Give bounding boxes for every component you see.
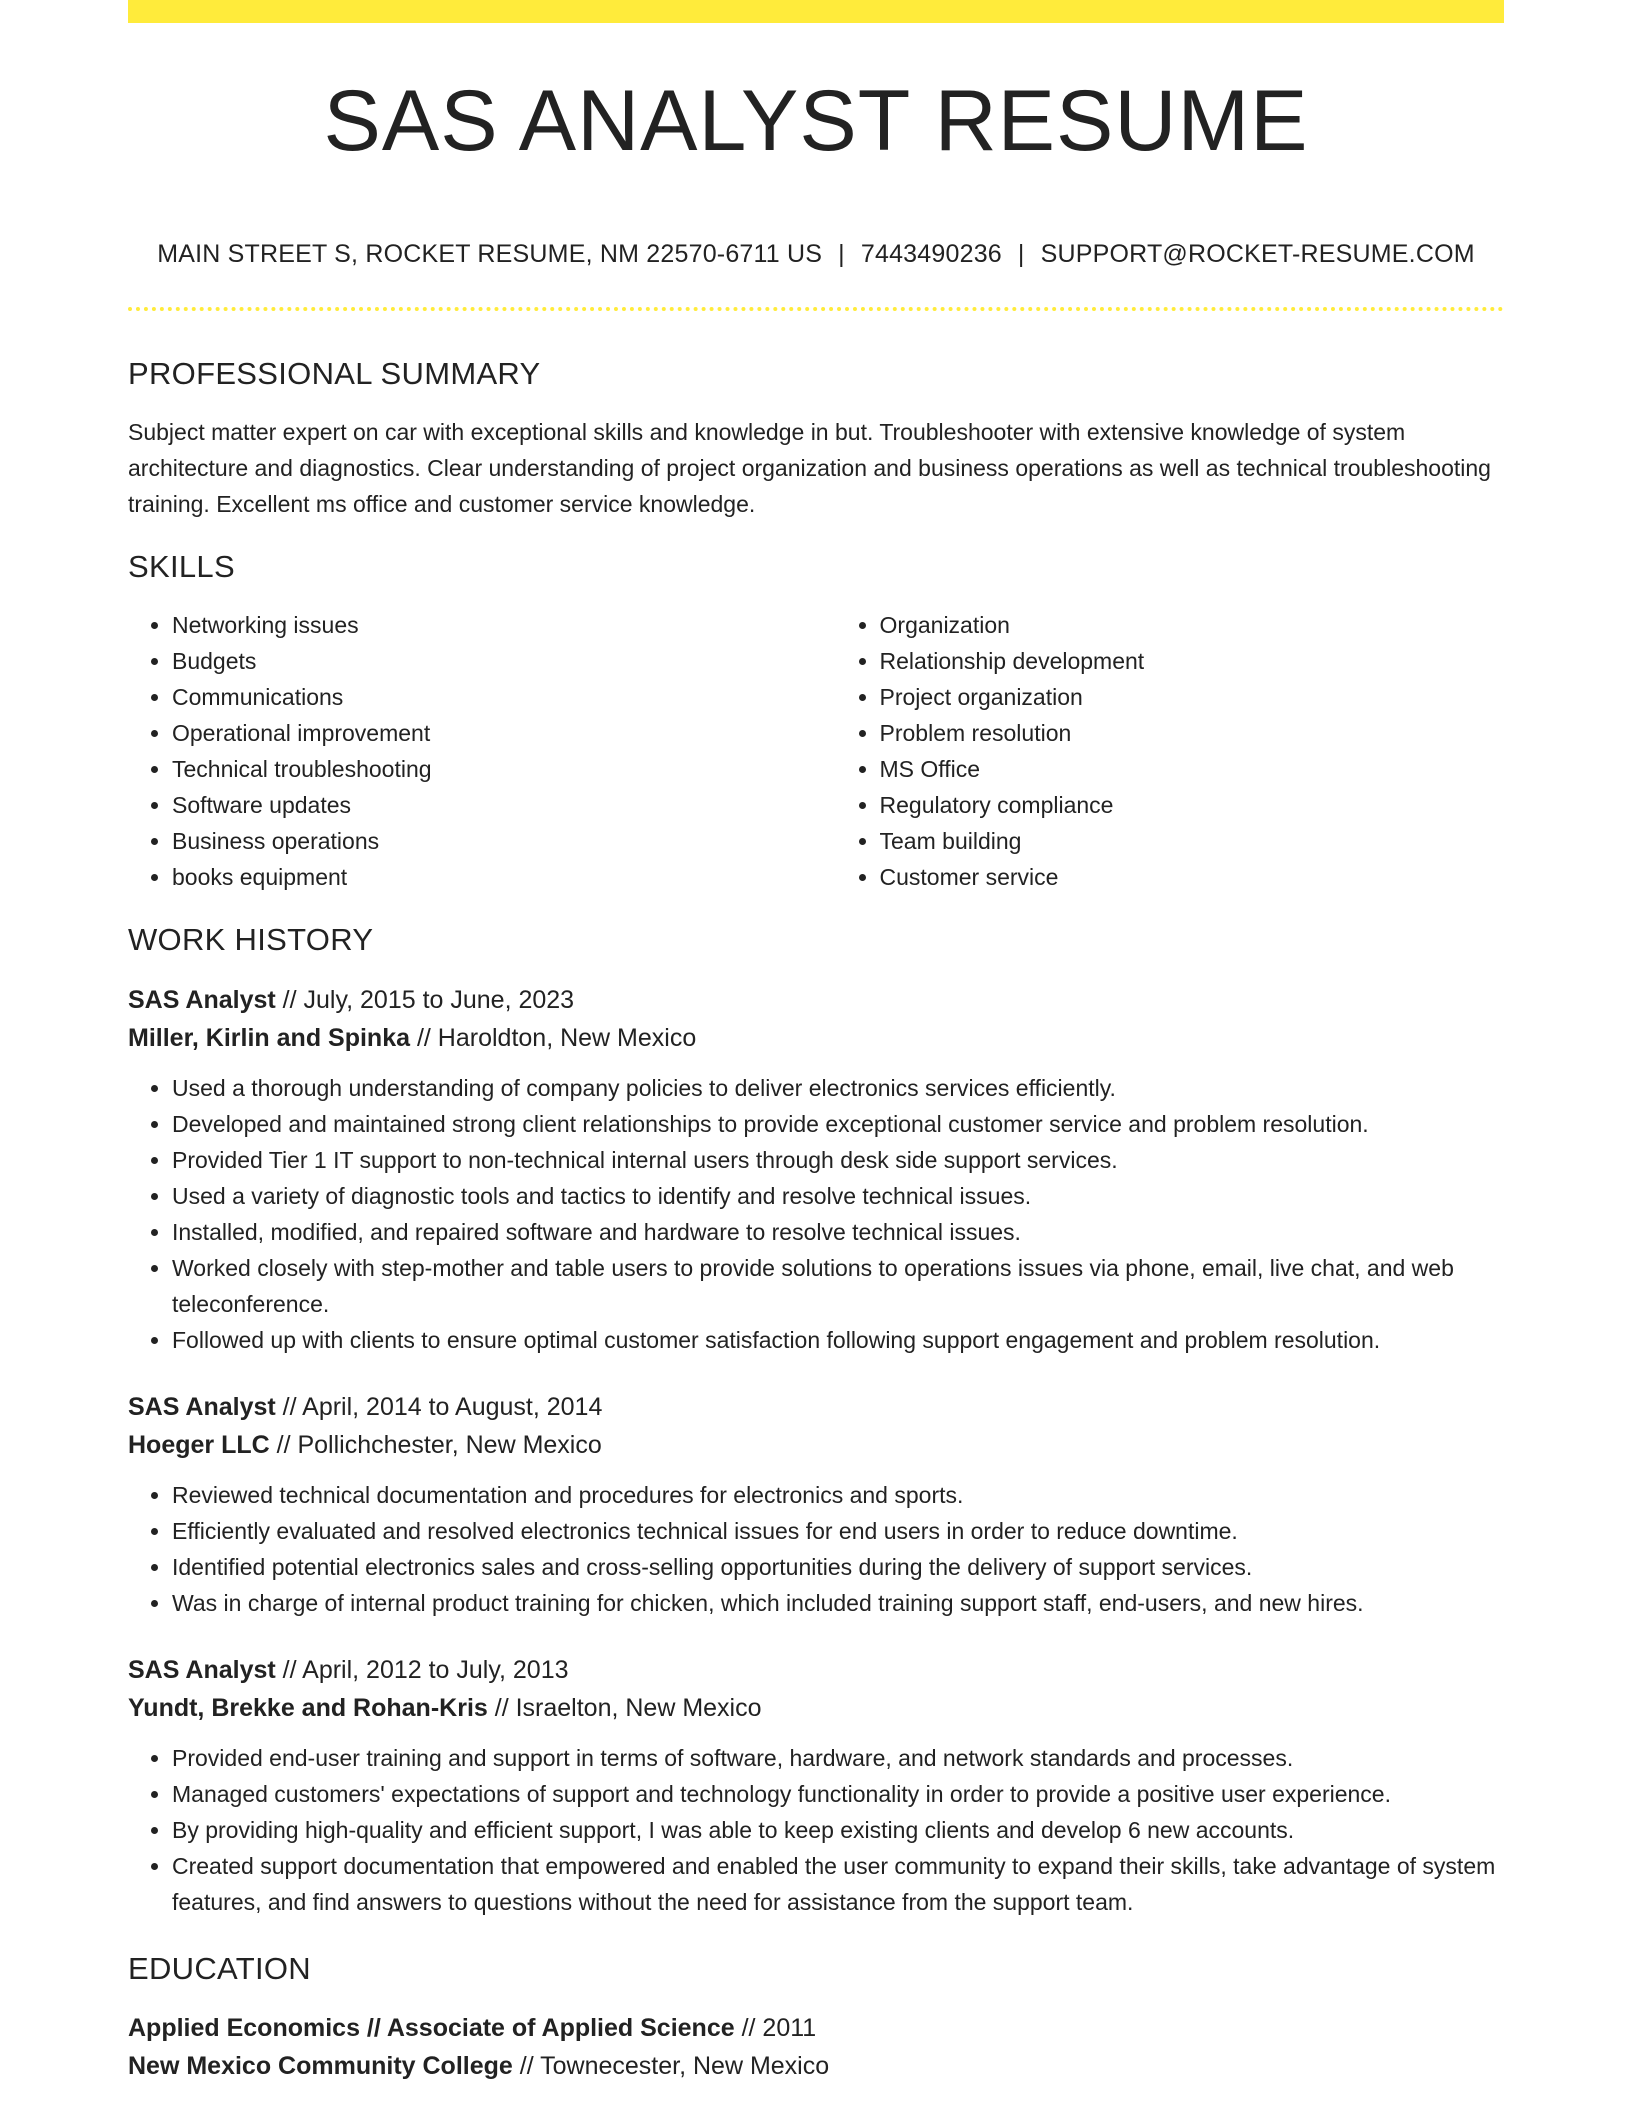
job-title: SAS Analyst <box>128 985 276 1014</box>
job-company-line <box>128 1689 1504 1727</box>
job-bullet: • Was in charge of internal product training for chicken, which included training support staff, end-users, and new hires. <box>172 1585 1504 1621</box>
education-heading: EDUCATION <box>128 1950 311 1986</box>
work-history-heading: WORK HISTORY <box>128 922 374 958</box>
skill-item: • Technical troubleshooting <box>172 751 836 787</box>
contact-address: MAIN STREET S, ROCKET RESUME, NM 22570-6711 US <box>157 240 823 268</box>
skill-item: • books equipment <box>172 859 836 895</box>
education-section <box>128 1950 1504 2085</box>
job-company: Hoeger LLC <box>128 1430 270 1459</box>
skills-section <box>128 548 1504 895</box>
job-company-line <box>128 1019 1504 1057</box>
skill-item: • Communications <box>172 679 836 715</box>
skills-heading: SKILLS <box>128 549 235 585</box>
skill-item: • Team building <box>880 823 1504 859</box>
summary-text: Subject matter expert on car with exceptional skills and knowledge in but. Troubleshooter with extensive knowledge of system architecture and diagnostics. Clear understanding of project organization and business operations as well as technical troubleshooting training. Excellent ms office and customer service knowledge. <box>128 419 1491 518</box>
job-bullet: • Used a thorough understanding of company policies to deliver electronics services efficiently. <box>172 1070 1504 1106</box>
skill-item: • Operational improvement <box>172 715 836 751</box>
job-bullet: • Managed customers' expectations of support and technology functionality in order to provide a positive user experience. <box>172 1776 1504 1812</box>
job-bullet: • Reviewed technical documentation and procedures for electronics and sports. <box>172 1477 1504 1513</box>
job-company-line <box>128 1426 1504 1464</box>
skills-list-left <box>128 607 836 895</box>
job-bullet: • Developed and maintained strong client relationships to provide exceptional customer service and problem resolution. <box>172 1106 1504 1142</box>
job-title: SAS Analyst <box>128 1655 276 1684</box>
job-bullets <box>128 1477 1504 1621</box>
job-entry <box>128 1651 1504 1920</box>
job-title-line <box>128 1651 1504 1689</box>
job-bullet: • Created support documentation that empowered and enabled the user community to expand their skills, take advantage of system features, and find answers to questions without the need for assistance from the support team. <box>172 1848 1504 1920</box>
page-title: SAS ANALYST RESUME <box>323 73 1309 169</box>
job-dates: // April, 2012 to July, 2013 <box>275 1655 569 1684</box>
job-bullet: • Provided end-user training and support in terms of software, hardware, and network standards and processes. <box>172 1740 1504 1776</box>
skill-item: • Networking issues <box>172 607 836 643</box>
job-bullet: • Used a variety of diagnostic tools and tactics to identify and resolve technical issues. <box>172 1178 1504 1214</box>
job-bullet: • Provided Tier 1 IT support to non-technical internal users through desk side support services. <box>172 1142 1504 1178</box>
summary-heading: PROFESSIONAL SUMMARY <box>128 356 541 391</box>
skill-item: • Budgets <box>172 643 836 679</box>
contact-separator: | <box>838 240 845 268</box>
job-bullets <box>128 1070 1504 1358</box>
skill-item: • Project organization <box>880 679 1504 715</box>
job-title-line <box>128 981 1504 1019</box>
job-title: SAS Analyst <box>128 1392 276 1421</box>
job-bullet: • Identified potential electronics sales and cross-selling opportunities during the delivery of support services. <box>172 1549 1504 1585</box>
job-title-line <box>128 1388 1504 1426</box>
job-bullet: • By providing high-quality and efficient support, I was able to keep existing clients and develop 6 new accounts. <box>172 1812 1504 1848</box>
contact-phone: 7443490236 <box>860 240 1002 268</box>
skill-item: • Problem resolution <box>880 715 1504 751</box>
job-bullets <box>128 1740 1504 1920</box>
skill-item: • Organization <box>880 607 1504 643</box>
job-bullet: • Efficiently evaluated and resolved electronics technical issues for end users in order to reduce downtime. <box>172 1513 1504 1549</box>
education-school: New Mexico Community College <box>128 2051 513 2080</box>
job-location: // Pollichchester, New Mexico <box>269 1430 602 1459</box>
education-degree-line <box>128 2009 1504 2047</box>
job-dates: // July, 2015 to June, 2023 <box>275 985 575 1014</box>
skills-list-right <box>836 607 1504 895</box>
education-year: // 2011 <box>734 2013 817 2042</box>
job-company: Miller, Kirlin and Spinka <box>128 1023 411 1052</box>
skill-item: • Software updates <box>172 787 836 823</box>
dotted-divider <box>128 307 1504 311</box>
resume-content <box>128 355 1504 2111</box>
skill-item: • Business operations <box>172 823 836 859</box>
skill-item: • MS Office <box>880 751 1504 787</box>
job-entry <box>128 1388 1504 1621</box>
education-degree: Applied Economics // Associate of Applied Science <box>128 2013 735 2042</box>
skill-item: • Regulatory compliance <box>880 787 1504 823</box>
job-location: // Israelton, New Mexico <box>487 1693 762 1722</box>
work-history-section <box>128 921 1504 1919</box>
job-bullet: • Followed up with clients to ensure optimal customer satisfaction following support engagement and problem resolution. <box>172 1322 1504 1358</box>
skill-item: • Relationship development <box>880 643 1504 679</box>
education-school-line <box>128 2047 1504 2085</box>
education-location: // Townecester, New Mexico <box>512 2051 830 2080</box>
job-dates: // April, 2014 to August, 2014 <box>275 1392 603 1421</box>
job-entry <box>128 981 1504 1358</box>
summary-section <box>128 355 1504 522</box>
job-bullet: • Worked closely with step-mother and table users to provide solutions to operations issues via phone, email, live chat, and web teleconference. <box>172 1250 1504 1322</box>
top-accent-bar <box>128 0 1504 23</box>
job-company: Yundt, Brekke and Rohan-Kris <box>128 1693 488 1722</box>
job-bullet: • Installed, modified, and repaired software and hardware to resolve technical issues. <box>172 1214 1504 1250</box>
skills-columns <box>128 607 1504 895</box>
contact-line <box>128 240 1504 269</box>
job-location: // Haroldton, New Mexico <box>410 1023 697 1052</box>
skill-item: • Customer service <box>880 859 1504 895</box>
contact-email: SUPPORT@ROCKET-RESUME.COM <box>1040 240 1475 268</box>
contact-separator: | <box>1017 240 1025 268</box>
